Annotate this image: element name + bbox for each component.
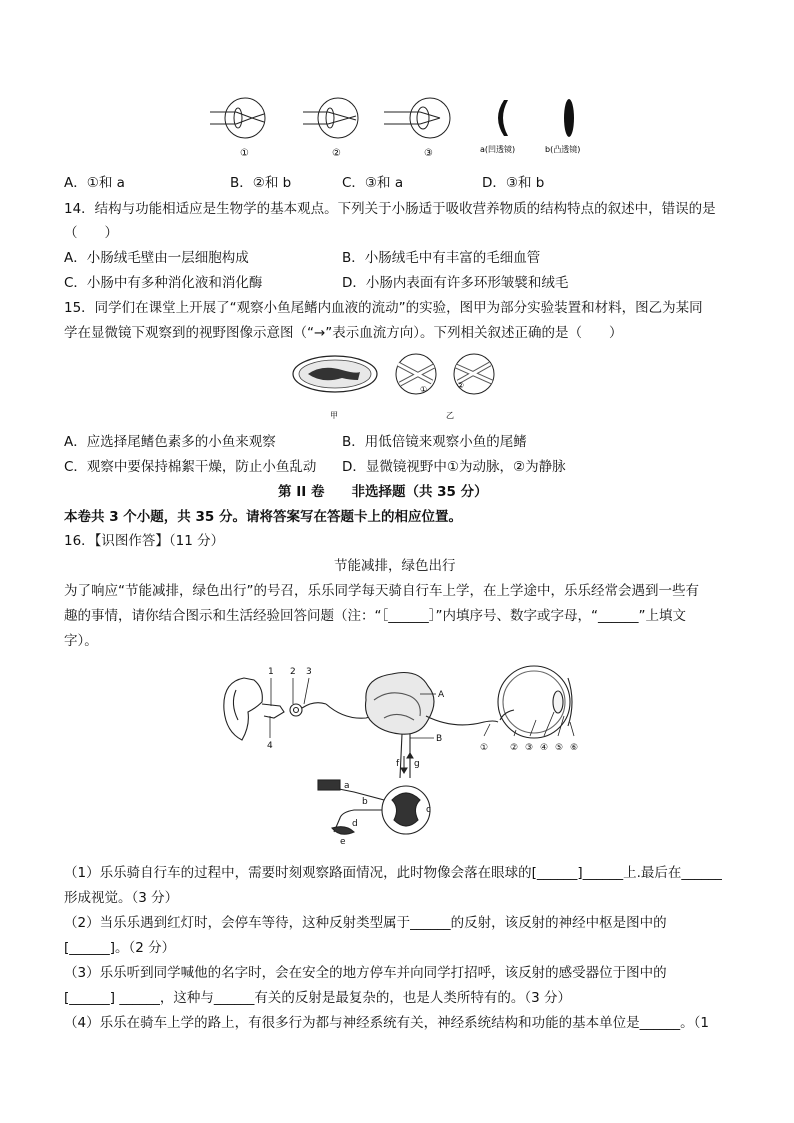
figure-jia-label: 甲 xyxy=(330,411,338,420)
spine-label-g: g xyxy=(414,759,420,769)
q15-stem-line1: 15．同学们在课堂上开展了“观察小鱼尾鳍内血液的流动”的实验，图甲为部分实验装置和材料，图乙为某同 xyxy=(64,300,703,316)
eye-part-label-6: ⑥ xyxy=(570,743,579,753)
q16-sub2-line2: [______]。（2 分） xyxy=(64,940,176,956)
q14-paren: （ ） xyxy=(64,225,118,241)
eye-part-label-5: ⑤ xyxy=(555,743,564,753)
q15-option-b: B．用低倍镜来观察小鱼的尾鳍 xyxy=(342,434,527,450)
convex-lens-icon xyxy=(564,99,574,137)
q15-option-a: A．应选择尾鳍色素多的小鱼来观察 xyxy=(64,434,276,450)
q15-fish-microscope-figure xyxy=(290,352,510,426)
q15-stem-line2: 学在显微镜下观察到的视野图像示意图（“→”表示血流方向）。下列相关叙述正确的是（ ） xyxy=(64,325,623,341)
spine-label-c: c xyxy=(426,805,431,815)
q16-intro-line1: 为了响应“节能减排，绿色出行”的号召，乐乐同学每天骑自行车上学，在上学途中，乐乐经常会遇到一些有 xyxy=(64,583,699,599)
eye-diagram-2 xyxy=(303,98,358,138)
spine-label-d: d xyxy=(352,819,358,829)
spine-label-e: e xyxy=(340,837,346,847)
ear-label-2: 2 xyxy=(290,667,296,677)
q15-option-d: D．显微镜视野中①为动脉，②为静脉 xyxy=(342,459,566,475)
q16-sub1-line2: 形成视觉。（3 分） xyxy=(64,890,179,906)
brain-icon xyxy=(366,673,435,735)
q13-option-c: C．③和 a xyxy=(342,175,404,191)
eye-part-label-2: ② xyxy=(510,743,519,753)
brain-label-b: B xyxy=(436,734,443,744)
ear-label-1: 1 xyxy=(268,667,274,677)
ear-label-3: 3 xyxy=(306,667,312,677)
field-label-1: ① xyxy=(420,385,428,394)
brain-label-a: A xyxy=(438,690,445,700)
eye-part-label-3: ③ xyxy=(525,743,534,753)
section-title: 第 II 卷 非选择题（共 35 分） xyxy=(278,484,488,500)
eye-label-1: ① xyxy=(240,148,249,159)
q14-option-c: C．小肠中有多种消化液和消化酶 xyxy=(64,275,263,291)
q16-sub3-line2: [______] ______，这种与______有关的反射是最复杂的，也是人类所特有的。（3 分） xyxy=(64,990,571,1006)
eye-diagram-1 xyxy=(210,98,265,138)
eye-label-2: ② xyxy=(332,148,341,159)
q16-heading: 16．【识图作答】（11 分） xyxy=(64,533,225,549)
q16-nervous-system-figure xyxy=(214,660,614,852)
q14-option-d: D．小肠内表面有许多环形皱襞和绒毛 xyxy=(342,275,569,291)
spine-label-f: f xyxy=(396,759,400,769)
section-instruction: 本卷共 3 个小题，共 35 分。请将答案写在答题卡上的相应位置。 xyxy=(64,509,462,525)
q16-intro-line3: 字）。 xyxy=(64,633,98,649)
eye-part-label-1: ① xyxy=(480,743,489,753)
q16-sub2-line1: （2）当乐乐遇到红灯时，会停车等待，这种反射类型属于______的反射，该反射的神经中枢是图中的 xyxy=(64,915,667,931)
concave-lens-icon xyxy=(498,100,508,136)
q13-option-b: B．②和 b xyxy=(230,175,292,191)
q14-stem: 14．结构与功能相适应是生物学的基本观点。下列关于小肠适于吸收营养物质的结构特点的叙述中，错误的是 xyxy=(64,201,716,217)
q13-option-d: D．③和 b xyxy=(482,175,545,191)
field-label-2: ② xyxy=(457,381,465,390)
q16-title: 节能减排，绿色出行 xyxy=(334,558,456,574)
spine-label-b: b xyxy=(362,797,368,807)
ear-icon xyxy=(224,678,263,740)
q13-eye-lens-figure xyxy=(200,96,600,162)
eye-part-label-4: ④ xyxy=(540,743,549,753)
q16-intro-line2: 趣的事情，请你结合图示和生活经验回答问题（注：“［______］”内填序号、数字或字母，“______”上填文 xyxy=(64,608,686,624)
q16-sub1-line1: （1）乐乐骑自行车的过程中，需要时刻观察路面情况，此时物像会落在眼球的[______]______上.最后在______ xyxy=(64,865,722,881)
spine-label-a: a xyxy=(344,781,350,791)
figure-yi-label: 乙 xyxy=(446,411,454,420)
eye-diagram-3 xyxy=(384,98,450,138)
q16-sub4-line1: （4）乐乐在骑车上学的路上，有很多行为都与神经系统有关，神经系统结构和功能的基本单位是______。（1 xyxy=(64,1015,709,1031)
ear-label-4: 4 xyxy=(267,741,273,751)
q14-option-a: A．小肠绒毛壁由一层细胞构成 xyxy=(64,250,249,266)
q13-option-a: A．①和 a xyxy=(64,175,125,191)
eye-label-3: ③ xyxy=(424,148,433,159)
lens-b-label: b(凸透镜) xyxy=(545,145,581,154)
lens-a-label: a(凹透镜) xyxy=(480,145,516,154)
q14-option-b: B．小肠绒毛中有丰富的毛细血管 xyxy=(342,250,541,266)
q16-sub3-line1: （3）乐乐听到同学喊他的名字时，会在安全的地方停车并向同学打招呼，该反射的感受器位于图中的 xyxy=(64,965,667,981)
q15-option-c: C．观察中要保持棉絮干燥，防止小鱼乱动 xyxy=(64,459,317,475)
